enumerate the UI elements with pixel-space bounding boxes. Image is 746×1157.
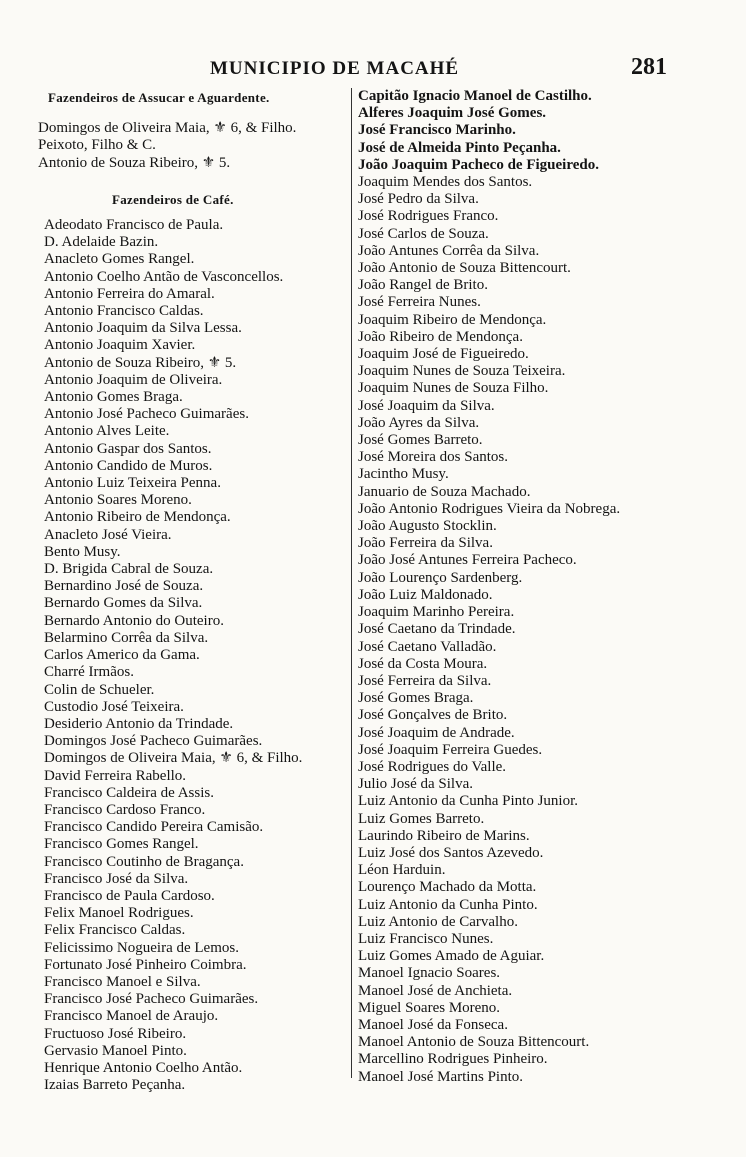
list-item: Jacintho Musy.: [358, 466, 449, 483]
list-item: Joaquim Mendes dos Santos.: [358, 174, 533, 191]
list-item: Anacleto Gomes Rangel.: [44, 251, 195, 268]
list-item: Francisco José da Silva.: [44, 870, 189, 887]
list-item: Alferes Joaquim José Gomes.: [358, 105, 547, 122]
list-item: Capitão Ignacio Manoel de Castilho.: [358, 88, 592, 104]
list-item: Antonio de Souza Ribeiro, ⚜ 5.: [38, 154, 231, 171]
list-item: José Caetano Valladão.: [358, 638, 497, 655]
list-item: Joaquim Nunes de Souza Filho.: [358, 380, 549, 397]
left-column: [38, 89, 348, 1094]
list-item: Antonio Coelho Antão de Vasconcellos.: [44, 268, 284, 285]
list-item: Francisco Candido Pereira Camisão.: [44, 819, 264, 836]
list-item: Antonio Joaquim da Silva Lessa.: [44, 320, 242, 337]
list-item: Antonio José Pacheco Guimarães.: [44, 406, 249, 423]
list-item: José Gomes Braga.: [358, 690, 474, 707]
list-item: Luiz Francisco Nunes.: [358, 930, 494, 947]
list-item: João Antonio de Souza Bittencourt.: [358, 260, 571, 277]
list-item: Manoel José de Anchieta.: [358, 982, 513, 999]
list-item: Luiz Antonio de Carvalho.: [358, 913, 518, 930]
list-item: Francisco Cardoso Franco.: [44, 801, 206, 818]
list-item: Joaquim Nunes de Souza Teixeira.: [358, 363, 566, 380]
list-item: Francisco Manoel de Araujo.: [44, 1008, 219, 1025]
list-item: Luiz José dos Santos Azevedo.: [358, 844, 544, 861]
list-item: José Joaquim de Andrade.: [358, 724, 515, 741]
list-item: João Luiz Maldonado.: [358, 586, 493, 603]
list-item: Bernardo Antonio do Outeiro.: [44, 612, 224, 629]
list-item: D. Adelaide Bazin.: [44, 234, 159, 251]
list-item: José Caetano da Trindade.: [358, 621, 516, 638]
list-item: Manoel Ignacio Soares.: [358, 965, 501, 982]
coffee-producers-list: [38, 217, 348, 1094]
list-item: D. Brigida Cabral de Souza.: [44, 561, 214, 578]
list-item: Antonio Gaspar dos Santos.: [44, 440, 212, 457]
list-item: Felix Francisco Caldas.: [44, 922, 186, 939]
list-item: José de Almeida Pinto Peçanha.: [358, 139, 561, 156]
list-item: Antonio Gomes Braga.: [44, 389, 183, 406]
list-item: Francisco Coutinho de Bragança.: [44, 853, 244, 870]
list-item: José Rodrigues Franco.: [358, 208, 499, 225]
list-item: José Joaquim da Silva.: [358, 397, 495, 414]
page-number: 281: [631, 54, 667, 80]
list-item: João Ayres da Silva.: [358, 414, 480, 431]
list-item: David Ferreira Rabello.: [44, 767, 187, 784]
list-item: Joaquim Ribeiro de Mendonça.: [358, 311, 547, 328]
list-item: João Antunes Corrêa da Silva.: [358, 242, 540, 259]
list-item: Felicissimo Nogueira de Lemos.: [44, 939, 239, 956]
list-item: Antonio Candido de Muros.: [44, 457, 213, 474]
list-item: Manoel Antonio de Souza Bittencourt.: [358, 1034, 590, 1051]
list-item: Domingos de Oliveira Maia, ⚜ 6, & Filho.: [38, 120, 297, 137]
list-item: João Ferreira da Silva.: [358, 535, 493, 552]
list-item: Antonio Francisco Caldas.: [44, 303, 204, 320]
list-item: Antonio Soares Moreno.: [44, 492, 192, 509]
list-item: Felix Manoel Rodrigues.: [44, 905, 194, 922]
list-item: Francisco Gomes Rangel.: [44, 836, 199, 853]
list-item: Antonio Ribeiro de Mendonça.: [44, 509, 231, 526]
list-item: José Rodrigues do Valle.: [358, 758, 507, 775]
list-item: Adeodato Francisco de Paula.: [44, 217, 224, 234]
list-item: Bernardino José de Souza.: [44, 578, 204, 595]
list-item: Francisco Manoel e Silva.: [44, 973, 201, 990]
list-item: Izaias Barreto Peçanha.: [44, 1077, 186, 1094]
list-item: Antonio Ferreira do Amaral.: [44, 285, 215, 302]
running-title: MUNICIPIO DE MACAHÉ: [210, 58, 460, 79]
coffee-producers-list-continued: [356, 88, 701, 1086]
page-header: [0, 54, 746, 86]
list-item: Gervasio Manoel Pinto.: [44, 1042, 187, 1059]
list-item: Antonio Alves Leite.: [44, 423, 170, 440]
list-item: José Joaquim Ferreira Guedes.: [358, 741, 543, 758]
list-item: Fortunato José Pinheiro Coimbra.: [44, 956, 247, 973]
list-item: Francisco José Pacheco Guimarães.: [44, 991, 259, 1008]
list-item: João José Antunes Ferreira Pacheco.: [358, 552, 577, 569]
list-item: João Lourenço Sardenberg.: [358, 569, 523, 586]
list-item: João Augusto Stocklin.: [358, 518, 497, 535]
list-item: Manoel José da Fonseca.: [358, 1016, 508, 1033]
list-item: Francisco Caldeira de Assis.: [44, 784, 214, 801]
list-item: Antonio Joaquim Xavier.: [44, 337, 196, 354]
list-item: Julio José da Silva.: [358, 776, 473, 793]
list-item: João Rangel de Brito.: [358, 277, 488, 294]
list-item: Marcellino Rodrigues Pinheiro.: [358, 1051, 548, 1068]
sugar-producers-heading: Fazendeiros de Assucar e Aguardente.: [48, 90, 270, 105]
list-item: Francisco de Paula Cardoso.: [44, 887, 215, 904]
list-item: Laurindo Ribeiro de Marins.: [358, 827, 530, 844]
list-item: Luiz Gomes Barreto.: [358, 810, 485, 827]
list-item: Lourenço Machado da Motta.: [358, 879, 537, 896]
list-item: João Joaquim Pacheco de Figueiredo.: [358, 156, 599, 173]
list-item: João Antonio Rodrigues Vieira da Nobrega.: [358, 500, 621, 517]
list-item: Luiz Gomes Amado de Aguiar.: [358, 948, 545, 965]
list-item: Custodio José Teixeira.: [44, 698, 184, 715]
list-item: José Ferreira da Silva.: [358, 672, 492, 689]
list-item: José Gonçalves de Brito.: [358, 707, 508, 724]
list-item: Manoel José Martins Pinto.: [358, 1068, 523, 1085]
list-item: Luiz Antonio da Cunha Pinto Junior.: [358, 793, 578, 810]
coffee-producers-heading: Fazendeiros de Café.: [112, 191, 234, 207]
list-item: Belarmino Corrêa da Silva.: [44, 629, 209, 646]
list-item: Colin de Schueler.: [44, 681, 155, 698]
list-item: Januario de Souza Machado.: [358, 483, 531, 500]
list-item: Miguel Soares Moreno.: [358, 999, 501, 1016]
list-item: José Ferreira Nunes.: [358, 294, 481, 311]
list-item: José Gomes Barreto.: [358, 432, 483, 449]
list-item: Antonio Luiz Teixeira Penna.: [44, 475, 221, 492]
list-item: Domingos de Oliveira Maia, ⚜ 6, & Filho.: [44, 750, 303, 767]
list-item: Domingos José Pacheco Guimarães.: [44, 733, 263, 750]
list-item: Charré Irmãos.: [44, 664, 134, 681]
list-item: Antonio Joaquim de Oliveira.: [44, 371, 223, 388]
list-item: Bento Musy.: [44, 543, 121, 560]
right-column: [356, 88, 701, 1086]
list-item: José Carlos de Souza.: [358, 225, 489, 242]
list-item: Carlos Americo da Gama.: [44, 647, 200, 664]
list-item: Peixoto, Filho & C.: [38, 137, 156, 154]
list-item: José Francisco Marinho.: [358, 122, 516, 139]
column-divider: [351, 88, 352, 1078]
list-item: Joaquim Marinho Pereira.: [358, 604, 515, 621]
list-item: José da Costa Moura.: [358, 655, 488, 672]
list-item: Henrique Antonio Coelho Antão.: [44, 1059, 243, 1076]
list-item: Bernardo Gomes da Silva.: [44, 595, 203, 612]
list-item: Desiderio Antonio da Trindade.: [44, 715, 234, 732]
list-item: Fructuoso José Ribeiro.: [44, 1025, 187, 1042]
list-item: Anacleto José Vieira.: [44, 526, 172, 543]
list-item: Luiz Antonio da Cunha Pinto.: [358, 896, 538, 913]
list-item: José Moreira dos Santos.: [358, 449, 508, 466]
list-item: Joaquim José de Figueiredo.: [358, 346, 529, 363]
list-item: Léon Harduin.: [358, 862, 446, 879]
list-item: Antonio de Souza Ribeiro, ⚜ 5.: [44, 354, 237, 371]
list-item: João Ribeiro de Mendonça.: [358, 328, 523, 345]
list-item: José Pedro da Silva.: [358, 191, 479, 208]
sugar-producers-list: [38, 120, 348, 172]
